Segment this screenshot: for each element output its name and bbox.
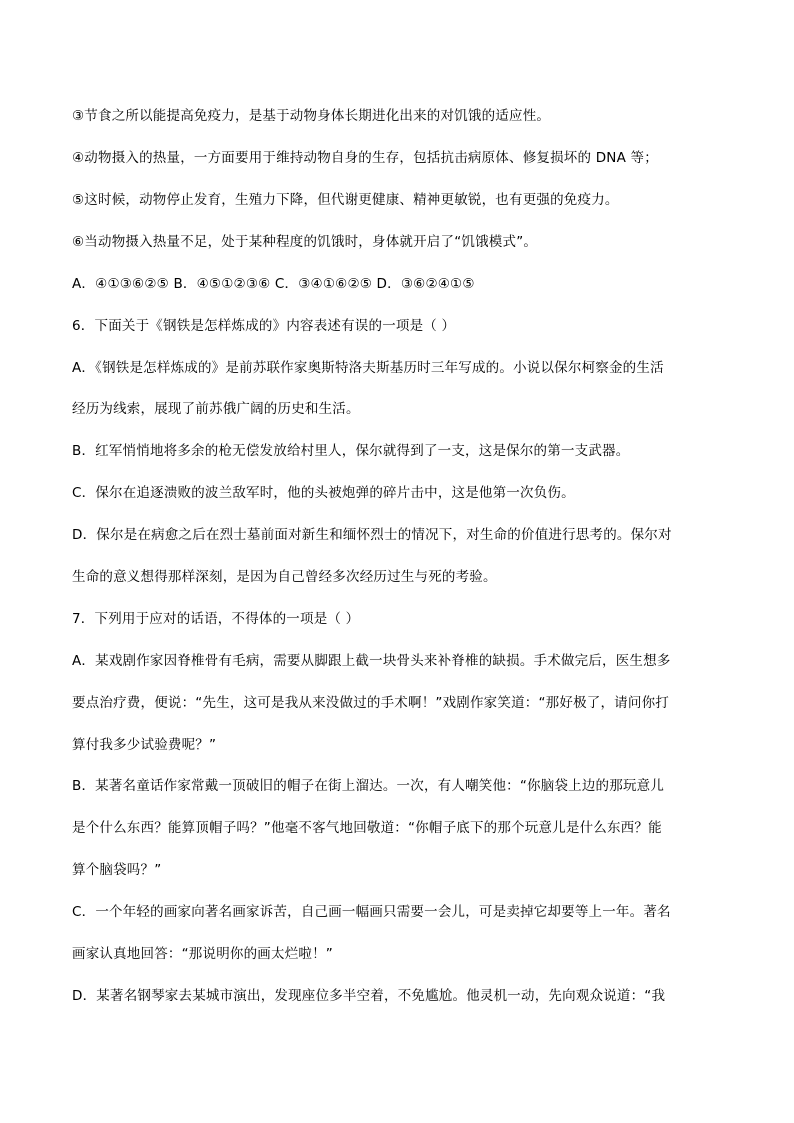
q6-option-a-line2: 经历为线索，展现了前苏俄广阔的历史和生活。 [72, 401, 360, 417]
sentence-4: ④动物摄入的热量，一方面要用于维持动物自身的生存，包括抗击病原体、修复损坏的 DNA 等； [72, 150, 658, 166]
q7-stem: 7．下列用于应对的话语，不得体的一项是（ ） [72, 611, 360, 627]
q6-option-d-line1: D．保尔是在病愈之后在烈士墓前面对新生和缅怀烈士的情况下，对生命的价值进行思考的。保尔对 [72, 527, 672, 543]
q7-option-b-line2: 是个什么东西？能算顶帽子吗？”他毫不客气地回敬道：“你帽子底下的那个玩意儿是什么东西？能 [72, 820, 662, 836]
sentence-6: ⑥当动物摄入热量不足，处于某种程度的饥饿时，身体就开启了“饥饿模式”。 [72, 234, 538, 250]
q5-options: A．④①③⑥②⑤ B．④⑤①②③⑥ C．③④①⑥②⑤ D．③⑥②④①⑤ [72, 276, 475, 292]
q6-option-d-line2: 生命的意义想得那样深刻，是因为自己曾经多次经历过生与死的考验。 [72, 569, 497, 585]
sentence-3: ③节食之所以能提高免疫力，是基于动物身体长期进化出来的对饥饿的适应性。 [72, 108, 551, 124]
q6-option-a-line1: A．《钢铁是怎样炼成的》是前苏联作家奥斯特洛夫斯基历时三年写成的。小说以保尔柯察金的生活 [72, 360, 664, 376]
q7-option-b-line1: B．某著名童话作家常戴一顶破旧的帽子在街上溜达。一次，有人嘲笑他：“你脑袋上边的那玩意儿 [72, 778, 665, 794]
q7-option-b-line3: 算个脑袋吗？” [72, 862, 162, 878]
q6-option-c: C．保尔在追逐溃败的波兰敌军时，他的头被炮弹的碎片击中，这是他第一次负伤。 [72, 485, 575, 501]
q7-option-d-line1: D．某著名钢琴家去某城市演出，发现座位多半空着，不免尴尬。他灵机一动，先向观众说道：“我 [72, 988, 666, 1004]
q7-option-a-line3: 算付我多少试验费呢？” [72, 737, 217, 753]
sentence-5: ⑤这时候，动物停止发育，生殖力下降，但代谢更健康、精神更敏锐，也有更强的免疫力。 [72, 192, 619, 208]
q7-option-a-line1: A．某戏剧作家因脊椎骨有毛病，需要从脚跟上截一块骨头来补脊椎的缺损。手术做完后，医生想多 [72, 653, 671, 669]
q6-stem: 6．下面关于《钢铁是怎样炼成的》内容表述有误的一项是（ ） [72, 318, 456, 334]
q7-option-a-line2: 要点治疗费，便说：“先生，这可是我从来没做过的手术啊！”戏剧作家笑道：“那好极了，请问你打 [72, 695, 669, 711]
q6-option-b: B．红军悄悄地将多余的枪无偿发放给村里人，保尔就得到了一支，这是保尔的第一支武器。 [72, 443, 630, 459]
q7-option-c-line1: C．一个年轻的画家向著名画家诉苦，自己画一幅画只需要一会儿，可是卖掉它却要等上一年。著名 [72, 904, 671, 920]
q7-option-c-line2: 画家认真地回答：“那说明你的画太烂啦！” [72, 946, 333, 962]
